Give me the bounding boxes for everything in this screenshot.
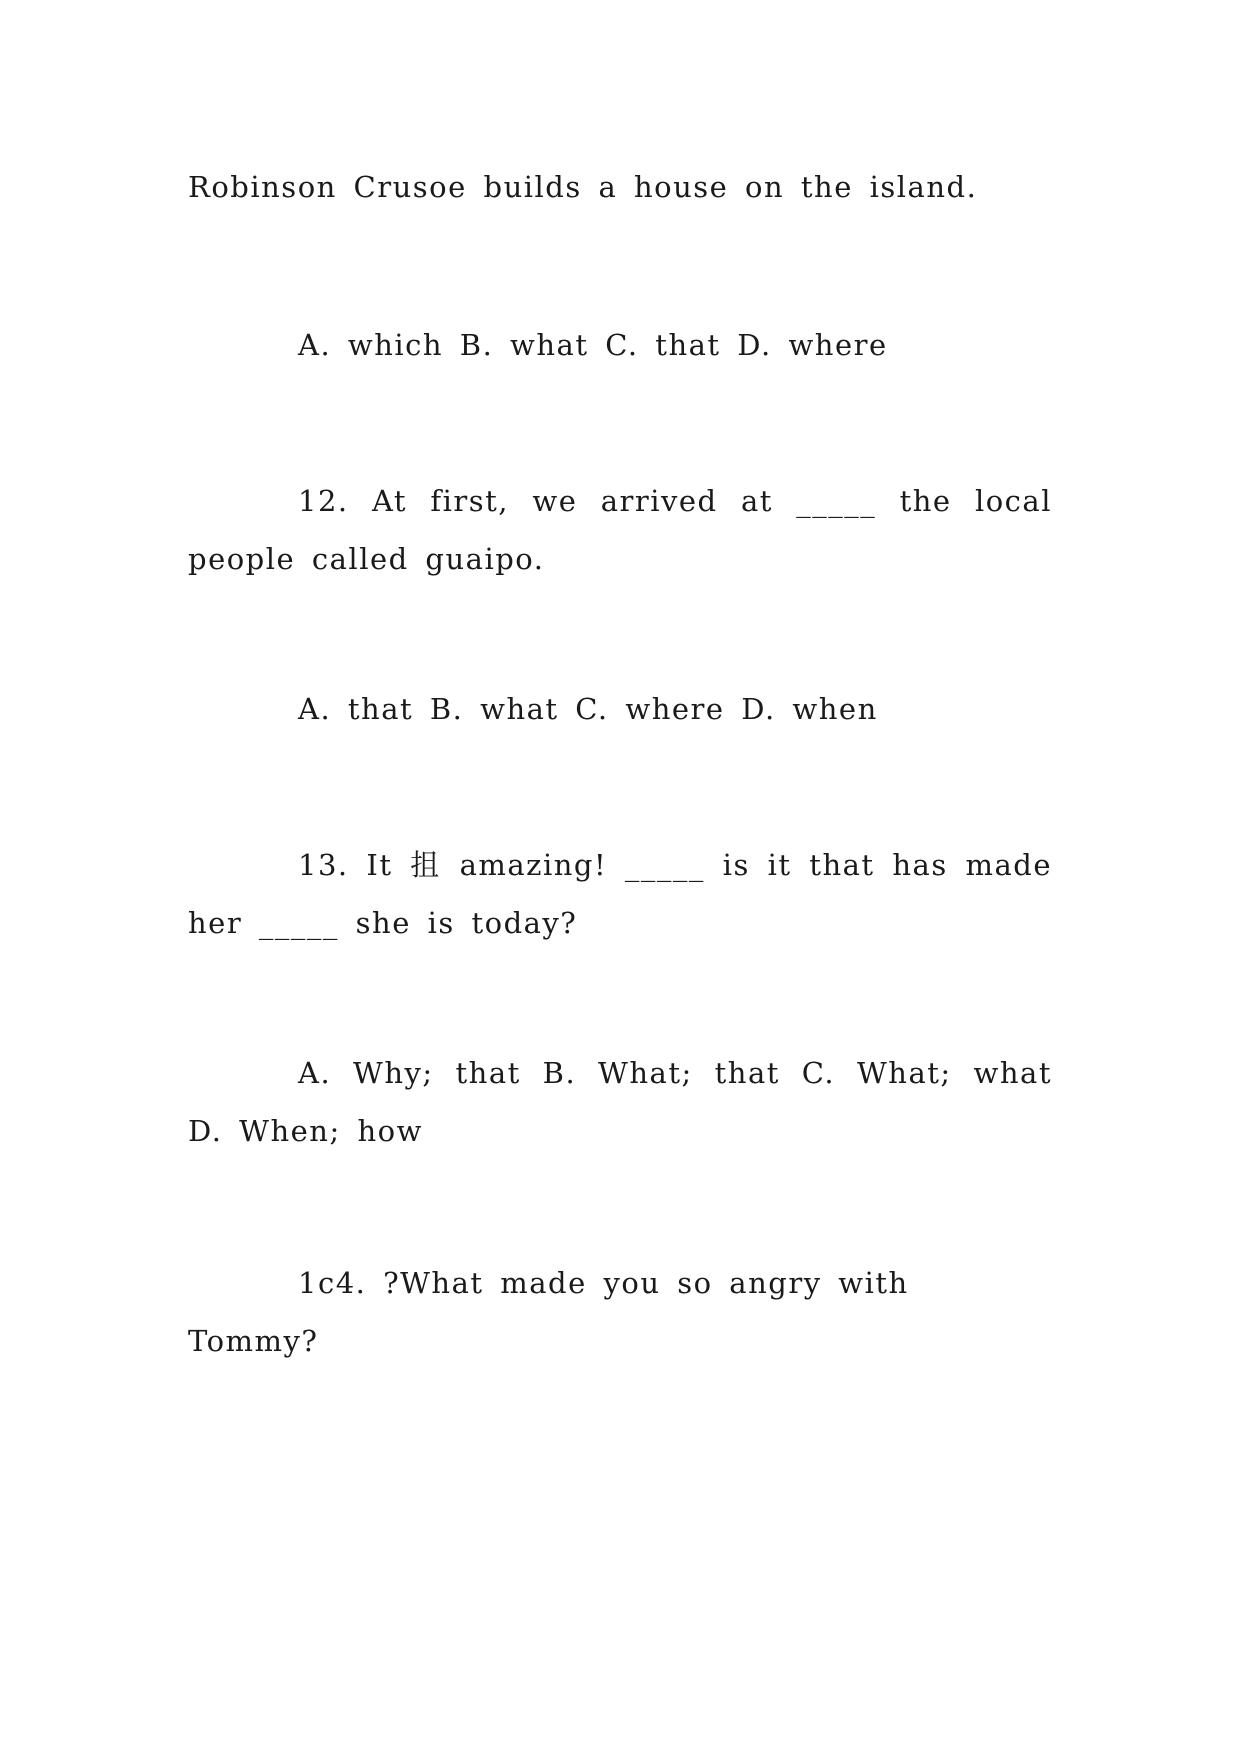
question-13: 13. It 抯 amazing! _____ is it that has made her _____ she is today? <box>188 848 1052 940</box>
question-12: 12. At first, we arrived at _____ the local people called guaipo. <box>188 484 1052 576</box>
answer-options-q11: A. which B. what C. that D. where <box>298 328 888 362</box>
question-14: 1c4. ?What made you so angry with Tommy? <box>188 1266 909 1358</box>
answer-options-q13: A. Why; that B. What; that C. What; what D. When; how <box>188 1056 1052 1148</box>
answer-options-q12: A. that B. what C. where D. when <box>298 692 878 726</box>
paragraph-robinson-sentence: Robinson Crusoe builds a house on the island. <box>188 170 978 204</box>
